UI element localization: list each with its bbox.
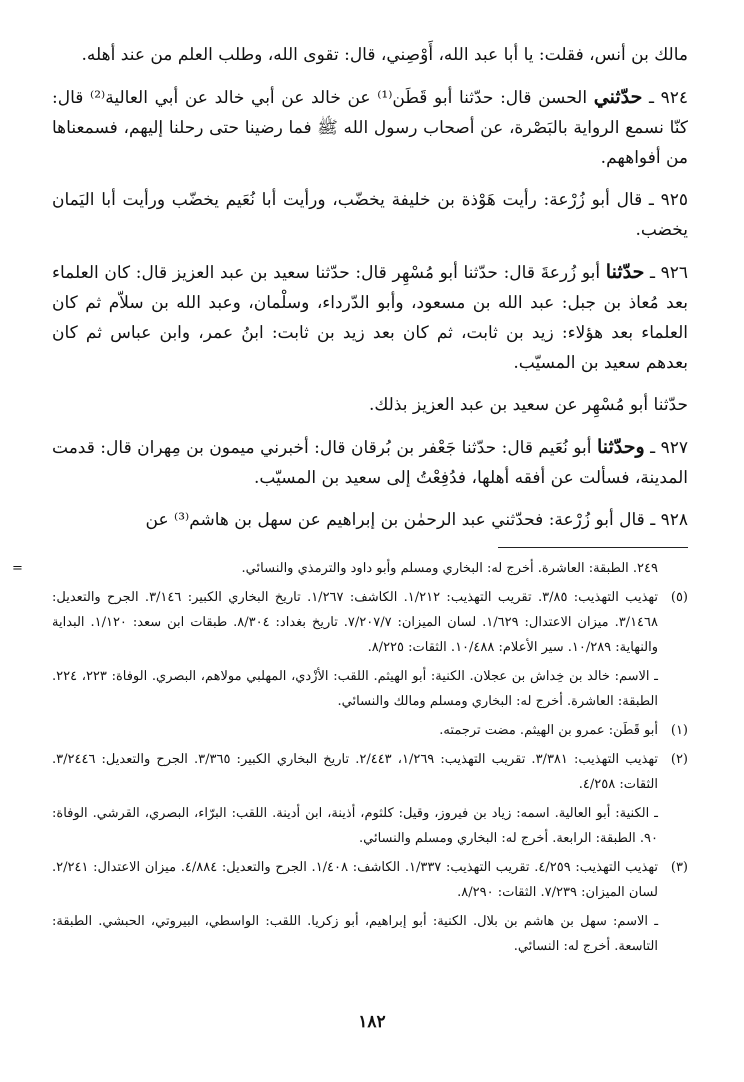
footnote-text: تهذيب التهذيب: ٣/٣٨١. تقريب التهذيب: ١/٢٦٩، ٢/٤٤٣. تاريخ البخاري الكبير: ٣/٣٦٥. الجرح والتعديل: ٣/٢٤٤٦. الثقات: ٤/٢٥٨. <box>52 752 658 792</box>
footnote-2-detail: ـ الكنية: أبو العالية. اسمه: زياد بن فيروز، وقيل: كلثوم، أذينة، ابن أدينة. اللقب: البرّاء، البصري، القرشي. الوفاة: ٩٠. الطبقة: الرابعة. أخرج له: البخاري ومسلم والنسائي. <box>52 806 658 846</box>
narration-keyword: حدّثني <box>593 86 643 108</box>
footnote-text: أبو قَطَن: عمرو بن الهيثم. مضت ترجمته. <box>439 723 658 738</box>
footnote-marker: (١) <box>670 723 688 738</box>
footnote-marker: (٢) <box>670 752 688 767</box>
entry-926 <box>52 257 688 378</box>
footnote-3 <box>52 855 688 905</box>
footnote-5-detail: ـ الاسم: خالد بن خِداش بن عجلان. الكنية: أبو الهيثم. اللقب: الأزْدي، المهلبي مولاهم، البصري. الوفاة: ٢٢٣، ٢٢٤. الطبقة: العاشرة. أخرج له: البخاري ومسلم ومالك والنسائي. <box>52 669 658 709</box>
narration-keyword: وحدّثنا <box>596 436 645 458</box>
footnote-text: ٢٤٩. الطبقة: العاشرة. أخرج له: البخاري ومسلم وأبو داود والترمذي والنسائي. <box>241 561 658 576</box>
footnote-marker: (٥) <box>670 590 688 605</box>
entry-928 <box>52 505 688 535</box>
main-text <box>52 40 688 535</box>
narration-keyword: حدّثنا <box>605 261 645 283</box>
entry-number: ٩٢٦ ـ <box>649 263 688 283</box>
entry-text: الحسن قال: حدّثنا أبو قَطَن⁽¹⁾ عن خالد عن أبي خالد عن أبي العالية⁽²⁾ قال: كنّا نسمع الرواية بالبَصْرة، عن أصحاب رسول الله ﷺ فما رضينا حتى رحلنا إليهم، فسمعناها من أفواههم. <box>52 88 688 168</box>
footnote-separator <box>498 547 688 548</box>
entry-925 <box>52 185 688 245</box>
paragraph-continuation: مالك بن أنس، فقلت: يا أبا عبد الله، أَوْصِني، قال: تقوى الله، وطلب العلم من عند أهله. <box>81 45 688 65</box>
footnote-text: تهذيب التهذيب: ٣/٨٥. تقريب التهذيب: ١/٢١٢. الكاشف: ١/٢٦٧. تاريخ البخاري الكبير: ٣/١٤٦. الجرح والتعديل: ٣/١٤٦٨. ميزان الاعتدال: ١/٦٢٩. لسان الميزان: ٧/٢٠٧/٧. تاريخ بغداد: ٨/٣٠٤. طبقات ابن سعد: ١/١٢٠. البداية والنهاية: ١٠/٢٨٩. سير الأعلام: ١٠/٤٨٨. الثقات: ٨/٢٢٥. <box>52 590 658 655</box>
footnote-marker: (٣) <box>670 860 688 875</box>
continuation-mark: = <box>12 561 23 576</box>
page-body <box>12 40 689 963</box>
footnote-text: تهذيب التهذيب: ٤/٢٥٩. تقريب التهذيب: ١/٣٣٧. الكاشف: ١/٤٠٨. الجرح والتعديل: ٤/٨٨٤. ميزان الاعتدال: ٢/٢٤١. لسان الميزان: ٧/٢٣٩. الثقات: ٨/٢٩٠. <box>52 860 658 900</box>
entry-text: قال أبو زُرْعة: فحدّثني عبد الرحمٰن بن إبراهيم عن سهل بن هاشم⁽³⁾ عن <box>145 510 645 530</box>
entry-text: قال أبو زُرْعة: رأيت هَوْذة بن خليفة يخضّب، ورأيت أبا نُعَيم يخضّب ورأيت أبا اليَمان يخضب. <box>52 190 688 240</box>
entry-number: ٩٢٤ ـ <box>648 88 689 108</box>
footnote-1 <box>52 718 688 743</box>
footnote-3-detail: ـ الاسم: سهل بن هاشم بن بلال. الكنية: أبو إبراهيم، أبو زكريا. اللقب: الواسطي، البيروتي، الحبشي. الطبقة: التاسعة. أخرج له: النسائي. <box>52 914 658 954</box>
footnotes <box>12 556 688 959</box>
entry-927 <box>52 432 688 493</box>
footnote-2 <box>52 747 688 797</box>
page-number: ١٨٢ <box>358 1012 386 1032</box>
entry-text: أبو نُعَيم قال: حدّثنا جَعْفر بن بُرقان قال: أخبرني ميمون بن مِهران قال: قدمت المدينة، فسألت عن أفقه أهلها، فدُفِعْتُ إلى سعيد بن المسيّب. <box>52 438 688 488</box>
entry-text: أبو زُرعةَ قال: حدّثنا أبو مُسْهِر قال: حدّثنا سعيد بن عبد العزيز قال: كان العلماء بعد مُعاذ بن جبل: عبد الله بن مسعود، وأبو الدّرداء، وسلْمان، وعبد الله بن سلاّم ثم كان العلماء بعد هؤلاء: زيد بن ثابت، ثم كان بعد زيد بن ثابت: ابنُ عمر، وابن عباس ثم كان بعدهم سعيد بن المسيّب. <box>52 263 688 373</box>
entry-926-addendum: حدّثنا أبو مُسْهِر عن سعيد بن عبد العزيز بذلك. <box>368 395 688 415</box>
footnote-5 <box>52 585 688 660</box>
footnote-continued <box>12 556 688 581</box>
entry-924 <box>52 82 688 173</box>
entry-number: ٩٢٧ ـ <box>650 438 689 458</box>
entry-number: ٩٢٨ ـ <box>650 510 688 530</box>
entry-number: ٩٢٥ ـ <box>648 190 688 210</box>
